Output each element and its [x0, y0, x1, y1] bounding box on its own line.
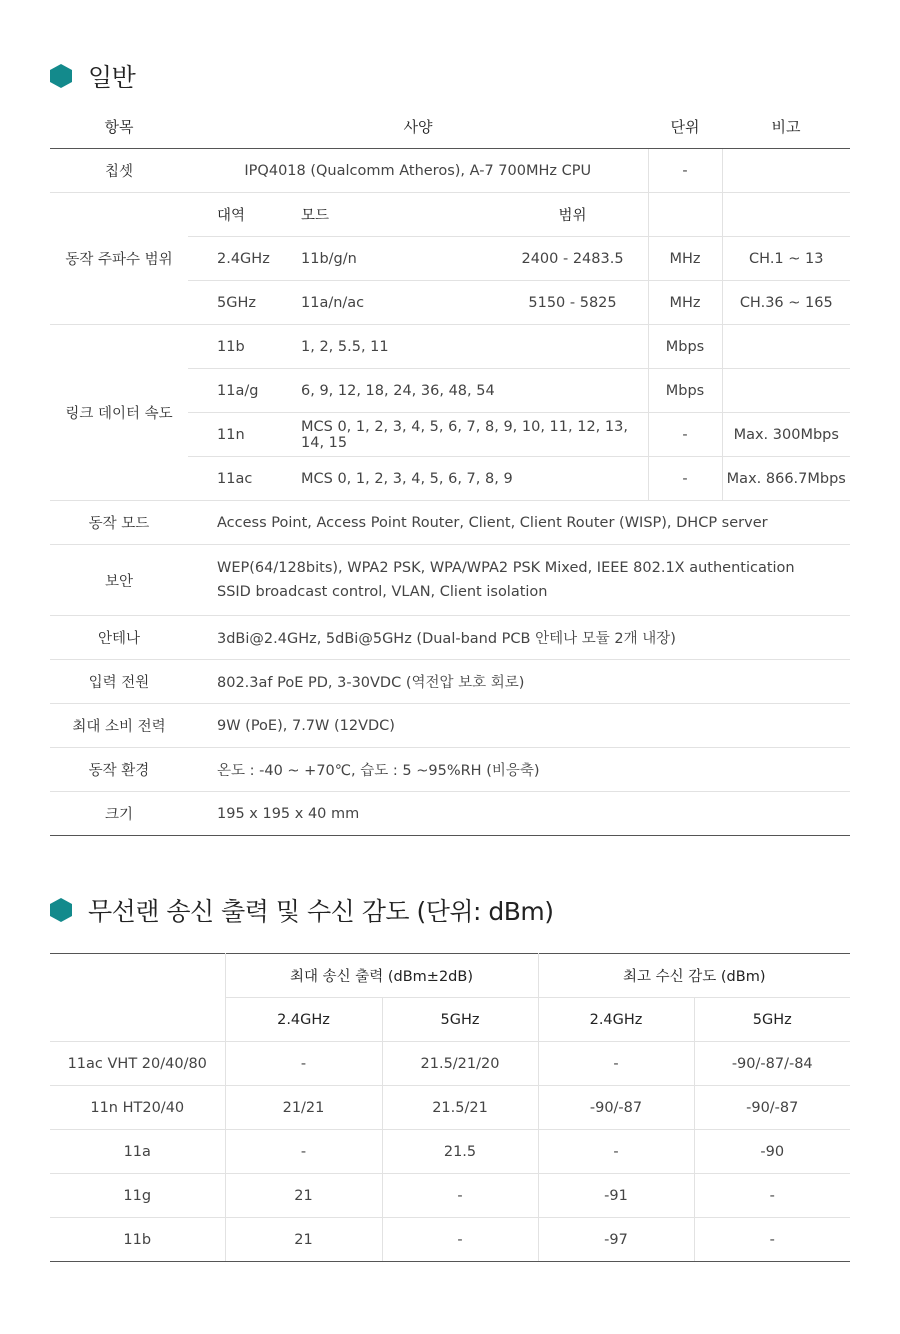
rf-row — [50, 1086, 850, 1130]
freq-unit: MHz — [648, 281, 722, 325]
rf-tx5: 21.5 — [382, 1130, 538, 1174]
section-rf-title — [50, 892, 554, 928]
rf-row — [50, 1218, 850, 1262]
tx-band-24: 2.4GHz — [225, 998, 382, 1042]
link-rates: MCS 0, 1, 2, 3, 4, 5, 6, 7, 8, 9, 10, 11, 12, 13, 14, 15 — [301, 418, 628, 451]
rf-mode: 11ac VHT 20/40/80 — [50, 1042, 225, 1086]
rf-tx5: 21.5/21/20 — [382, 1042, 538, 1086]
antenna-label: 안테나 — [50, 616, 188, 660]
rf-rx5: - — [694, 1218, 850, 1262]
security-label: 보안 — [50, 545, 188, 616]
freq-range: 2400 - 2483.5 — [521, 250, 624, 267]
rf-header-row — [50, 954, 850, 998]
opmode-value: Access Point, Access Point Router, Client, Client Router (WISP), DHCP server — [217, 501, 850, 545]
rx-header: 최고 수신 감도 (dBm) — [538, 954, 850, 998]
chipset-label: 칩셋 — [50, 149, 188, 193]
header-note: 비고 — [722, 105, 850, 149]
security-line2: SSID broadcast control, VLAN, Client isolation — [217, 584, 548, 600]
chipset-note — [722, 149, 850, 193]
security-line1: WEP(64/128bits), WPA2 PSK, WPA/WPA2 PSK Mixed, IEEE 802.1X authentication — [217, 560, 795, 576]
section-title-text: 무선랜 송신 출력 및 수신 감도 (단위: dBm) — [88, 897, 554, 926]
section-title-text: 일반 — [88, 63, 136, 92]
rf-rx5: -90/-87/-84 — [694, 1042, 850, 1086]
link-rates: MCS 0, 1, 2, 3, 4, 5, 6, 7, 8, 9 — [301, 470, 513, 487]
rf-tx24: - — [225, 1130, 382, 1174]
tx-band-5: 5GHz — [382, 998, 538, 1042]
link-note — [722, 325, 850, 369]
freq-range: 5150 - 5825 — [528, 294, 617, 311]
rf-mode: 11g — [50, 1174, 225, 1218]
rf-rx5: -90 — [694, 1130, 850, 1174]
link-unit: - — [648, 413, 722, 457]
link-rates: 6, 9, 12, 18, 24, 36, 48, 54 — [301, 382, 495, 399]
consumption-label: 최대 소비 전력 — [50, 704, 188, 748]
header-unit: 단위 — [648, 105, 722, 149]
rf-rx5: - — [694, 1174, 850, 1218]
rf-rx5: -90/-87 — [694, 1086, 850, 1130]
power-label: 입력 전원 — [50, 660, 188, 704]
rf-rx24: -91 — [538, 1174, 694, 1218]
hexagon-bullet-icon — [50, 64, 72, 88]
chipset-unit: - — [648, 149, 722, 193]
opmode-label: 동작 모드 — [50, 501, 188, 545]
chipset-row — [50, 149, 850, 193]
rf-row — [50, 1042, 850, 1086]
header-spec: 사양 — [188, 105, 648, 149]
rf-tx5: 21.5/21 — [382, 1086, 538, 1130]
antenna-value: 3dBi@2.4GHz, 5dBi@5GHz (Dual-band PCB 안테나 모듈 2개 내장) — [217, 616, 850, 660]
link-mode: 11a/g — [217, 382, 259, 399]
rf-mode: 11n HT20/40 — [50, 1086, 225, 1130]
consumption-row — [50, 704, 850, 748]
link-note: Max. 300Mbps — [722, 413, 850, 457]
size-row — [50, 792, 850, 836]
chipset-value: IPQ4018 (Qualcomm Atheros), A-7 700MHz CPU — [188, 149, 648, 193]
rf-row — [50, 1130, 850, 1174]
hexagon-bullet-icon — [50, 898, 72, 922]
col-band: 대역 — [217, 208, 246, 224]
freq-note: CH.36 ~ 165 — [722, 281, 850, 325]
size-label: 크기 — [50, 792, 188, 836]
link-row — [50, 325, 850, 369]
freq-note: CH.1 ~ 13 — [722, 237, 850, 281]
link-label: 링크 데이터 속도 — [50, 325, 188, 501]
freq-band: 5GHz — [217, 294, 256, 311]
antenna-row — [50, 616, 850, 660]
spec-header-row — [50, 105, 850, 149]
rf-tx24: - — [225, 1042, 382, 1086]
link-unit: - — [648, 457, 722, 501]
rf-rx24: - — [538, 1042, 694, 1086]
environment-row — [50, 748, 850, 792]
rx-band-5: 5GHz — [694, 998, 850, 1042]
link-mode: 11b — [217, 338, 245, 355]
general-spec-table — [50, 105, 850, 836]
rf-tx5: - — [382, 1174, 538, 1218]
link-rates: 1, 2, 5.5, 11 — [301, 338, 389, 355]
size-value: 195 x 195 x 40 mm — [217, 792, 850, 836]
rf-tx24: 21 — [225, 1174, 382, 1218]
rf-rx24: - — [538, 1130, 694, 1174]
freq-mode: 11a/n/ac — [301, 294, 365, 311]
environment-value: 온도 : -40 ~ +70℃, 습도 : 5 ~95%RH (비응축) — [217, 748, 850, 792]
link-unit: Mbps — [648, 325, 722, 369]
header-item: 항목 — [50, 105, 188, 149]
rf-table — [50, 953, 850, 1262]
link-note — [722, 369, 850, 413]
link-mode: 11n — [217, 426, 245, 443]
section-general-title — [50, 58, 135, 94]
security-row — [50, 545, 850, 616]
rf-tx5: - — [382, 1218, 538, 1262]
freq-unit: MHz — [648, 237, 722, 281]
col-mode: 모드 — [301, 208, 330, 224]
tx-header: 최대 송신 출력 (dBm±2dB) — [225, 954, 538, 998]
freq-subheader-row — [50, 193, 850, 237]
rx-band-24: 2.4GHz — [538, 998, 694, 1042]
opmode-row — [50, 501, 850, 545]
power-value: 802.3af PoE PD, 3-30VDC (역전압 보호 회로) — [217, 660, 850, 704]
freq-band: 2.4GHz — [217, 250, 270, 267]
consumption-value: 9W (PoE), 7.7W (12VDC) — [217, 704, 850, 748]
link-note: Max. 866.7Mbps — [722, 457, 850, 501]
rf-tx24: 21/21 — [225, 1086, 382, 1130]
rf-rx24: -90/-87 — [538, 1086, 694, 1130]
rf-mode: 11b — [50, 1218, 225, 1262]
link-unit: Mbps — [648, 369, 722, 413]
link-mode: 11ac — [217, 470, 253, 487]
rf-rx24: -97 — [538, 1218, 694, 1262]
rf-row — [50, 1174, 850, 1218]
freq-mode: 11b/g/n — [301, 250, 357, 267]
power-row — [50, 660, 850, 704]
rf-tx24: 21 — [225, 1218, 382, 1262]
rf-mode: 11a — [50, 1130, 225, 1174]
environment-label: 동작 환경 — [50, 748, 188, 792]
freq-label: 동작 주파수 범위 — [50, 193, 188, 325]
col-range: 범위 — [558, 208, 587, 224]
